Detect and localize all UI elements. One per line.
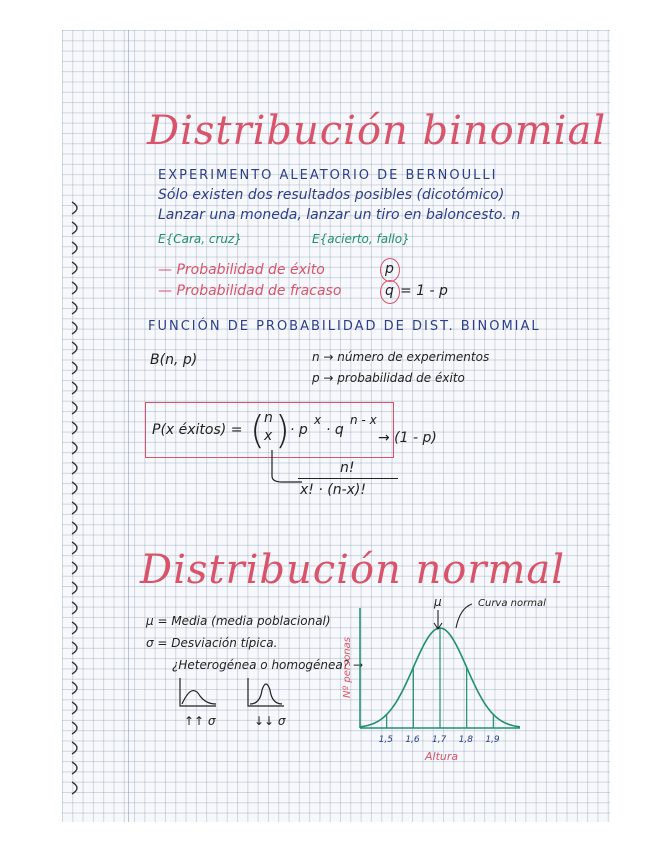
binomial-title: Distribución binomial [147, 108, 607, 154]
q-exponent: n - x [350, 413, 377, 427]
q-equals: → (1 - p) [378, 430, 437, 446]
bernoulli-heading: EXPERIMENTO ALEATORIO DE BERNOULLI [158, 168, 498, 183]
p-exponent: x [314, 413, 322, 427]
normal-title: Distribución normal [140, 547, 566, 593]
mu-arrow [434, 610, 442, 629]
failure-symbol: q [385, 283, 394, 299]
n-definition: n → número de experimentos [312, 350, 490, 364]
high-sigma-label: ↑↑ σ [184, 714, 216, 728]
x-tick-label: 1,7 [432, 735, 447, 745]
x-axis-label: Altura [425, 750, 459, 763]
sigma-definition: σ = Desviación típica. [146, 636, 278, 650]
fraction-numerator: n! [340, 460, 355, 476]
binomial-notation: B(n, p) [150, 352, 198, 368]
binomial-open-paren: ( [250, 408, 265, 452]
low-sigma-label: ↓↓ σ [254, 714, 286, 728]
homogeneity-question: ¿Heterogénea o homogénea? → [172, 658, 364, 672]
binomial-coefficient-bottom: x [264, 428, 273, 444]
y-axis-label: Nº personas [342, 637, 353, 698]
examples-line: Lanzar una moneda, lanzar un tiro en baloncesto. n [158, 207, 521, 223]
mu-marker-label: μ [434, 595, 442, 609]
failure-formula: = 1 - p [400, 283, 448, 299]
formula-left: P(x éxitos) = [152, 422, 243, 438]
wide-curve-sketch [180, 678, 216, 706]
success-symbol: p [385, 261, 394, 277]
x-tick-label: 1,6 [405, 735, 420, 745]
x-tick-label: 1,9 [485, 735, 500, 745]
mu-definition: μ = Media (media poblacional) [146, 614, 331, 628]
margin-line [128, 30, 129, 822]
p-definition: p → probabilidad de éxito [312, 371, 465, 385]
x-tick-label: 1,5 [378, 735, 393, 745]
p-term: · p [290, 422, 308, 438]
binomial-coefficient-top: n [264, 410, 273, 426]
x-tick-label: 1,8 [458, 735, 473, 745]
curve-label-pointer [456, 604, 472, 628]
narrow-curve-sketch [248, 678, 284, 706]
failure-probability-label: — Probabilidad de fracaso [158, 283, 342, 299]
dichotomous-line: Sólo existen dos resultados posibles (dicotómico) [158, 187, 505, 203]
fraction-bar [298, 478, 398, 479]
spiral-binding [70, 200, 84, 810]
fraction-denominator: x! · (n-x)! [300, 482, 366, 498]
normal-distribution-chart [330, 588, 560, 768]
sigma-sketches [176, 676, 286, 716]
binomial-close-paren: ) [275, 408, 290, 452]
sample-space-coin: E{Cara, cruz} [158, 232, 242, 246]
curve-label: Curva normal [478, 598, 546, 609]
function-heading: FUNCIÓN DE PROBABILIDAD DE DIST. BINOMIAL [148, 319, 541, 334]
q-term: · q [326, 422, 344, 438]
sample-space-shot: E{acierto, fallo} [312, 232, 410, 246]
success-probability-label: — Probabilidad de éxito [158, 262, 325, 278]
